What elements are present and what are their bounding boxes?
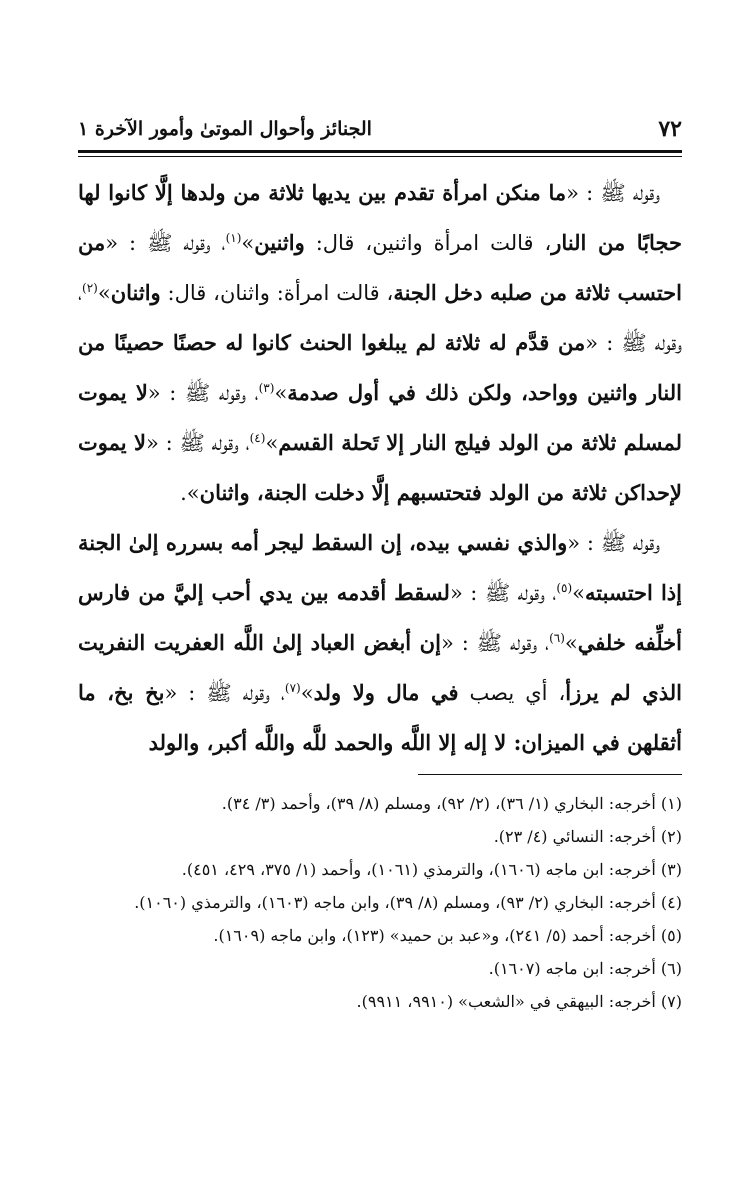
- page-header: [78, 108, 682, 148]
- footnote-ref: (٤): [249, 431, 266, 445]
- footnote-ref: (١): [225, 231, 242, 245]
- hadith-text: واثنين: [254, 230, 305, 255]
- paragraph: [78, 168, 682, 518]
- narration-text: ، وقوله ﷺ : «: [146, 431, 250, 455]
- running-title: الجنائز وأحوال الموتىٰ وأمور الآخرة ١: [78, 118, 372, 140]
- hadith-text: والذي نفسي بيده، إن السقط ليجر أمه بسرره إلىٰ الجنة إذا احتسبته: [78, 530, 682, 605]
- narration-text: »: [564, 631, 578, 655]
- hadith-text: ما منكن امرأة تقدم بين يديها ثلاثة من ولدها إلَّا كانوا لها حجابًا من النار: [78, 180, 682, 255]
- footnote: (١) أخرجه: البخاري (١/ ٣٦)، (٢/ ٩٢)، ومسلم (٨/ ٣٩)، وأحمد (٣/ ٣٤).: [221, 794, 682, 813]
- page-number: ٧٢: [658, 116, 682, 142]
- footnote: (٢) أخرجه: النسائي (٤/ ٢٣).: [493, 827, 682, 846]
- narration-text: ، قالت امرأة: واثنان، قال:: [160, 281, 394, 305]
- footnote: (٥) أخرجه: أحمد (٥/ ٢٤١)، و«عبد بن حميد» (١٢٣)، وابن ماجه (١٦٠٩).: [213, 926, 682, 945]
- hadith-text: من قدَّم له ثلاثة لم يبلغوا الحنث كانوا له حصنًا حصينًا من النار واثنين وواحد، ولكن ذلك في أول صدمة: [78, 330, 682, 405]
- narration-text: »: [97, 281, 111, 305]
- header-rule-thick: [78, 150, 682, 153]
- main-text: [78, 168, 682, 768]
- narration-text: ، وقوله ﷺ : «: [449, 581, 557, 605]
- hadith-text: لسقط أقدمه بين يدي أحب إليَّ من فارس أخلِّفه خلفي: [78, 580, 682, 655]
- narration-text: وقوله ﷺ : «: [567, 531, 660, 555]
- hadith-text: بخ بخ، ما أثقلهن في الميزان: لا إله إلا اللَّه والحمد للَّه واللَّه أكبر، والولد: [78, 680, 682, 755]
- narration-text: ، أي يصب: [458, 681, 566, 705]
- footnote-separator: [418, 774, 682, 775]
- footnote-ref: (٢): [82, 281, 98, 295]
- narration-text: »: [572, 581, 586, 605]
- footnote: (٧) أخرجه: البيهقي في «الشعب» (٩٩١٠، ٩٩١١).: [356, 992, 682, 1011]
- footnote: (٤) أخرجه: البخاري (٢/ ٩٣)، ومسلم (٨/ ٣٩)، وابن ماجه (١٦٠٣)، والترمذي (١٠٦٠).: [134, 893, 682, 912]
- narration-text: »: [274, 381, 288, 405]
- footnote: (٣) أخرجه: ابن ماجه (١٦٠٦)، والترمذي (١٠٦١)، وأحمد (١/ ٣٧٥، ٤٢٩، ٤٥١).: [181, 860, 682, 879]
- narration-text: »: [300, 681, 314, 705]
- narration-text: وقوله ﷺ : «: [566, 181, 660, 205]
- footnote: (٦) أخرجه: ابن ماجه (١٦٠٧).: [488, 959, 682, 978]
- narration-text: »: [241, 231, 255, 255]
- hadith-text: من احتسب ثلاثة من صلبه دخل الجنة: [78, 230, 683, 305]
- hadith-text: واثنان: [110, 280, 161, 305]
- hadith-text: في مال ولا ولد: [313, 680, 459, 705]
- footnote-ref: (٦): [549, 631, 565, 645]
- narration-text: »: [265, 431, 279, 455]
- hadith-text: لا يموت لمسلم ثلاثة من الولد فيلج النار إلا تَحلة القسم: [78, 380, 682, 455]
- hadith-text: لا يموت لإحداكن ثلاثة من الولد فتحتسبهم إلَّا دخلت الجنة، واثنان: [78, 430, 682, 505]
- narration-text: ».: [180, 481, 200, 505]
- footnote-ref: (٧): [284, 681, 301, 695]
- narration-text: ، وقوله ﷺ : «: [164, 681, 285, 705]
- footnote-ref: (٣): [258, 381, 275, 395]
- narration-text: ، قالت امرأة واثنين، قال:: [304, 231, 552, 255]
- narration-text: ، وقوله ﷺ : «: [105, 231, 226, 255]
- hadith-text: إن أبغض العباد إلىٰ اللَّه العفريت النفريت الذي لم يرزأ: [78, 630, 682, 705]
- paragraph: [78, 518, 682, 768]
- header-rule-thin: [78, 156, 682, 157]
- footnote-ref: (٥): [556, 581, 573, 595]
- narration-text: ، وقوله ﷺ : «: [440, 631, 550, 655]
- footnotes: [78, 790, 682, 1021]
- narration-text: ، وقوله ﷺ : «: [147, 381, 259, 405]
- narration-text: ، وقوله ﷺ : «: [78, 281, 682, 355]
